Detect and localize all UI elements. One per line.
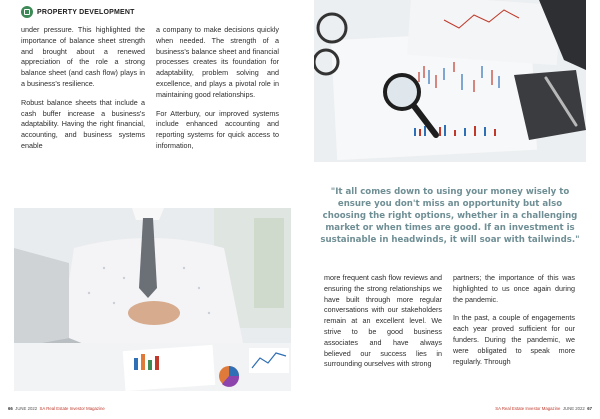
paragraph: more frequent cash flow reviews and ensuring the strong relationships we have built through more regular conversations with our stakeholders remain at an excellent level. We strive to be good business associates and have always believed our success lies in surrounding ourselves with strong [324, 273, 442, 369]
issue-date: JUNE 2022 [15, 406, 38, 411]
building-icon [21, 6, 33, 18]
magazine-name: SA Real Estate Investor Magazine [39, 406, 105, 411]
footer-right [495, 406, 592, 411]
section-title: PROPERTY DEVELOPMENT [37, 8, 135, 16]
pull-quote: "It all comes down to using your money wisely to ensure you don't miss an opportunity but also choosing the right options, whether in a challenging market or when times are good. If an investment is sustainable in headwinds, it will soar with tailwinds." [320, 187, 580, 245]
businessman-photo [14, 208, 291, 391]
finance-desk-illustration [314, 0, 586, 162]
finance-desk-photo [314, 0, 586, 162]
paragraph: For Atterbury, our improved systems include enhanced accounting and reporting systems for quick access to information, [156, 108, 279, 150]
paragraph: a company to make decisions quickly when needed. The strength of a business's balance sheet and financial processes creates its foundation for adaptability, problem solving and excellence, and plays a pivotal role in maintaining good relationships. [156, 25, 279, 99]
paragraph: Robust balance sheets that include a cash buffer increase a business's adaptability. Having the right financial, accounting, and business systems enable [21, 97, 145, 150]
paragraph: partners; the importance of this was highlighted to us once again during the pandemic. [453, 273, 575, 304]
article-column-4 [453, 273, 575, 375]
paragraph: In the past, a couple of engagements each year proved sufficient for our funders. During the pandemic, we were obligated to speak more regularly. Through [453, 313, 575, 366]
paragraph: under pressure. This highlighted the importance of balance sheet strength and brought about a renewed appreciation of the role a strong balance sheet (and cash flow) plays in a business's resilience. [21, 25, 145, 88]
magazine-name: SA Real Estate Investor Magazine [495, 406, 561, 411]
article-column-2 [156, 25, 279, 160]
section-header [21, 5, 135, 19]
page-number: 67 [587, 406, 592, 411]
businessman-illustration [14, 208, 291, 391]
article-column-3 [324, 273, 442, 378]
page-number: 66 [8, 406, 13, 411]
issue-date: JUNE 2022 [562, 406, 585, 411]
footer-left [8, 406, 105, 411]
article-column-1 [21, 25, 145, 160]
